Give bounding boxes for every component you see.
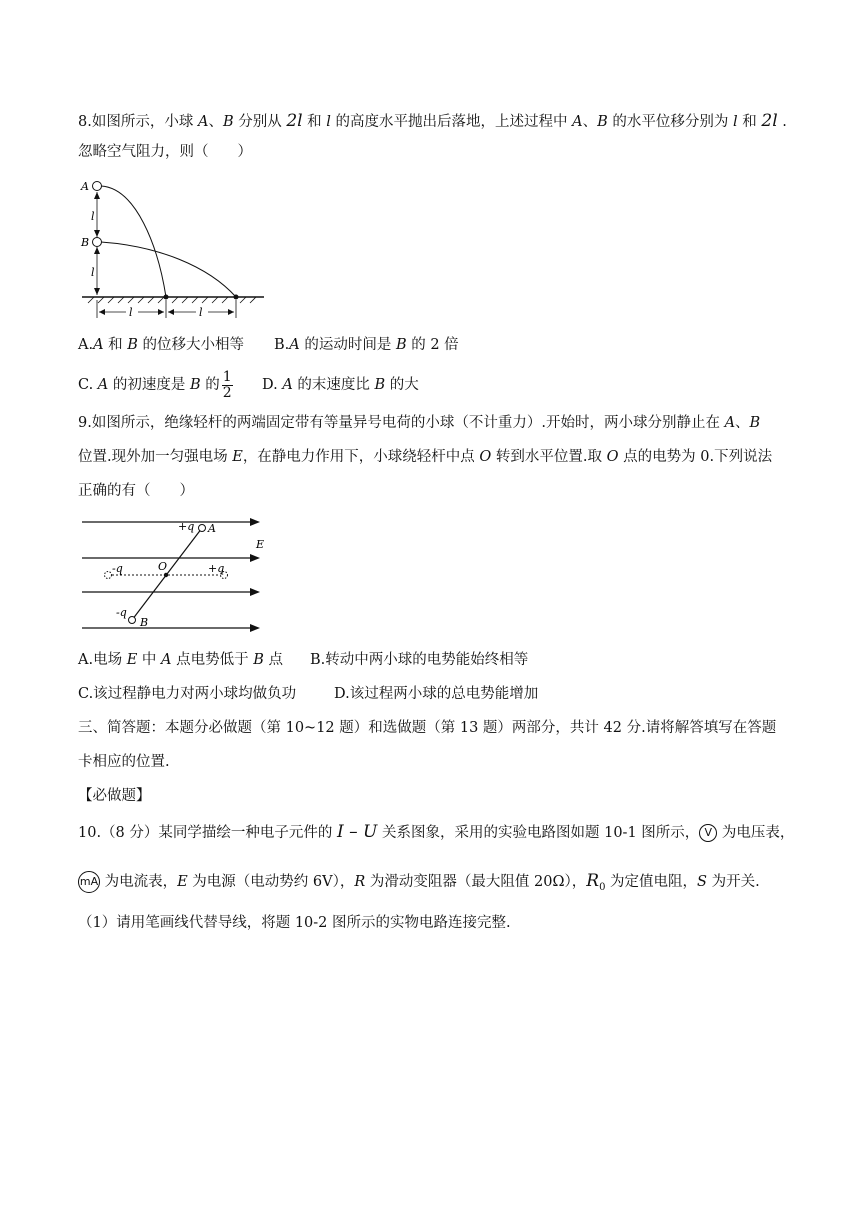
q8-fig-label-l-left: l: [129, 306, 133, 319]
q9-electric-field-figure: [78, 512, 268, 634]
q9-fig-label-e: E: [256, 538, 265, 551]
q9-option-d[interactable]: D.该过程两小球的总电势能增加: [334, 686, 539, 702]
q9-stem-line3: 正确的有（ ）: [78, 483, 194, 499]
q9-fig-label-minus-q-bottom: -q: [116, 606, 127, 619]
q9-fig-label-o: O: [158, 560, 168, 573]
q9-option-b[interactable]: B.转动中两小球的电势能始终相等: [310, 652, 529, 668]
q9-options-row1: [78, 650, 528, 670]
ball-b: [93, 238, 102, 247]
q8-options-row2: [78, 368, 419, 402]
q9-fig-label-b: B: [140, 616, 149, 629]
q10-part1: （1）请用笔画线代替导线，将题 10-2 图所示的实物电路连接完整.: [78, 915, 511, 931]
ball-a: [93, 182, 102, 191]
q9-fig-label-minus-q-left: -q: [112, 562, 123, 575]
q10-stem-line2: mA 为电流表，E 为电源（电动势约 6V），R 为滑动变阻器（最大阻值 20Ω），$R_0$ 为定值电阻，S 为开关.: [79, 871, 760, 893]
milliammeter-icon: mA: [78, 871, 100, 893]
q8-fig-label-l-upper: l: [91, 210, 95, 223]
q9-stem-line2: 位置.现外加一匀强电场 E，在静电力作用下，小球绕轻杆中点 O 转到水平位置.取 O 点的电势为 0.下列说法: [78, 449, 773, 465]
q8-fig-label-l-right: l: [199, 306, 203, 319]
q10-stem-line1: 10.（8 分）某同学描绘一种电子元件的 I – U 关系图象，采用的实验电路图如题 10-1 图所示， V 为电压表，: [78, 822, 795, 842]
q8-option-c-fraction: $\frac{1}{2}$: [222, 368, 232, 401]
q8-options-row1: [78, 335, 459, 355]
section3-instructions-line2: 卡相应的位置.: [78, 754, 170, 770]
q8-option-c[interactable]: C. A 的初速度是 B 的 $\frac{1}{2}$: [78, 368, 232, 401]
voltmeter-icon: V: [699, 824, 717, 842]
q8-fig-label-b: B: [81, 236, 90, 249]
q9-options-row2: [78, 684, 538, 704]
section3-instructions-line1: 三、简答题：本题分必做题（第 10~12 题）和选做题（第 13 题）两部分，共计 42 分.请将解答填写在答题: [78, 720, 777, 736]
q8-fig-label-l-lower: l: [91, 266, 95, 279]
q8-stem-line2: 忽略空气阻力，则（ ）: [78, 144, 252, 160]
q8-projectile-figure: [78, 176, 268, 322]
q9-fig-label-plus-q-right: +q: [208, 562, 225, 575]
q8-option-a[interactable]: A.A 和 B 的位移大小相等: [78, 337, 245, 353]
ball-a: [199, 525, 206, 532]
iu-symbol: I – U: [337, 822, 378, 842]
q9-stem-line1: 9.如图所示，绝缘轻杆的两端固定带有等量异号电荷的小球（不计重力）.开始时，两小球分别静止在 A、B: [78, 415, 761, 431]
q8-option-d[interactable]: D. A 的末速度比 B 的大: [262, 377, 419, 393]
q9-fig-label-a: A: [208, 522, 216, 535]
q8-fig-label-a: A: [81, 180, 89, 193]
ball-b: [129, 617, 136, 624]
q9-option-c[interactable]: C.该过程静电力对两小球均做负功: [78, 686, 297, 702]
q8-stem-line1: 8.如图所示，小球 A、B 分别从 2l 和 l 的高度水平抛出后落地，上述过程中 A、B 的水平位移分别为 l 和 2l .: [78, 111, 787, 131]
q9-fig-label-plus-q-top: +q: [178, 520, 195, 533]
q9-option-a[interactable]: A.电场 E 中 A 点电势低于 B 点: [78, 652, 283, 668]
required-heading: 【必做题】: [78, 788, 151, 804]
q8-option-b[interactable]: B.A 的运动时间是 B 的 2 倍: [274, 337, 459, 353]
